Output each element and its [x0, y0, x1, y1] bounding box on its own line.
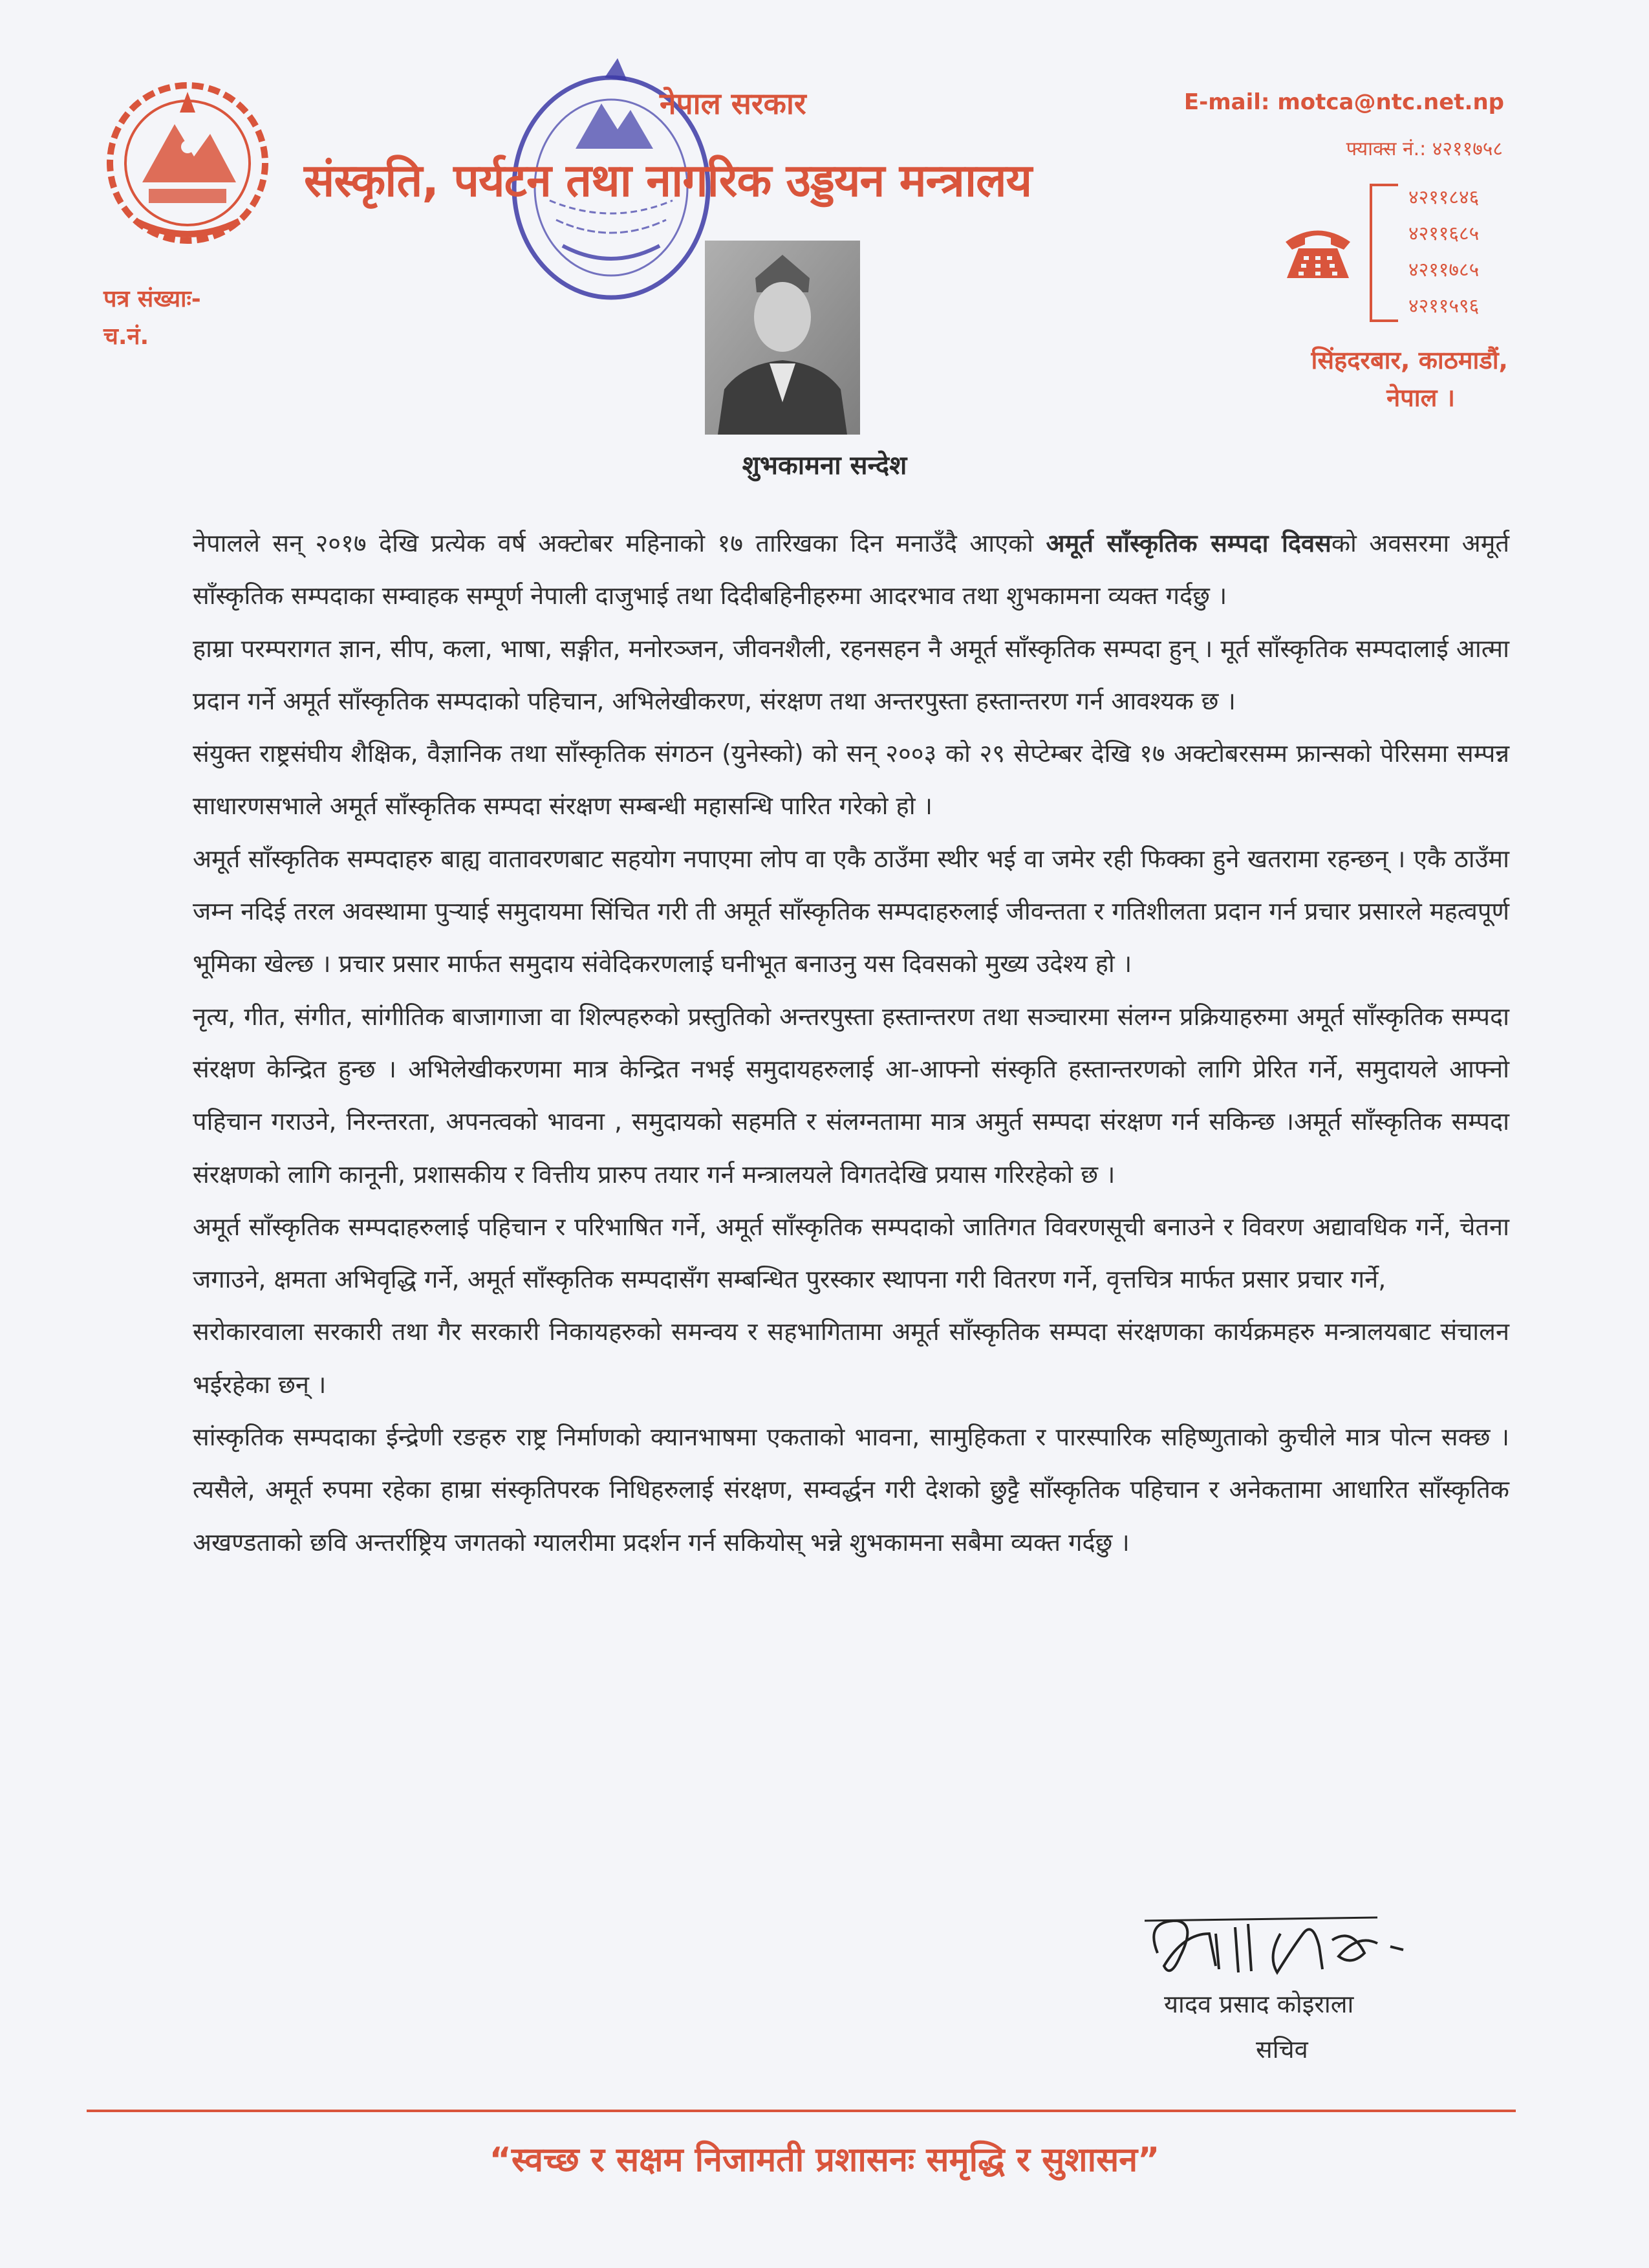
paragraph: संयुक्त राष्ट्रसंघीय शैक्षिक, वैज्ञानिक तथा साँस्कृतिक संगठन (युनेस्को) को सन् २००३ को २९ सेप्टेम्बर देखि १७ अक्टोबरसम्म फ्रान्सको पेरिसमा सम्पन्न साधारणसभाले अमूर्त साँस्कृतिक सम्पदा संरक्षण सम्बन्धी महासन्धि पारित गरेको हो । [193, 739, 1509, 821]
ministry-name: संस्कृति, पर्यटन तथा नागरिक उड्डयन मन्त्रालय [304, 154, 1032, 207]
handwritten-signature [1119, 1895, 1455, 1992]
government-label: नेपाल सरकार [660, 86, 806, 121]
portrait-photo [705, 241, 860, 435]
message-body [193, 517, 1509, 1569]
paragraph: नृत्य, गीत, संगीत, सांगीतिक बाजागाजा वा शिल्पहरुको प्रस्तुतिको अन्तरपुस्ता हस्तान्तरण तथा सञ्चारमा संलग्न प्रक्रियाहरुमा अमूर्त साँस्कृतिक सम्पदा संरक्षण केन्द्रित हुन्छ । अभिलेखीकरणमा मात्र केन्द्रित नभई समुदायहरुलाई आ-आफ्नो संस्कृति हस्तान्तरणको लागि प्रेरित गर्ने, समुदायले आफ्नो पहिचान गराउने, निरन्तरता, अपनत्वको भावना , समुदायको सहमति र संलग्नतामा मात्र अमुर्त सम्पदा संरक्षण गर्न सकिन्छ ।अमूर्त साँस्कृतिक सम्पदा संरक्षणको लागि कानूनी, प्रशासकीय र वित्तीय प्रारुप तयार गर्न मन्त्रालयले विगतदेखि प्रयास गरिरहेको छ । [193, 1002, 1509, 1189]
paragraph: अमूर्त साँस्कृतिक सम्पदाहरुलाई पहिचान र परिभाषित गर्ने, अमूर्त साँस्कृतिक सम्पदाको जातिगत विवरणसूची बनाउने र विवरण अद्यावधिक गर्ने, चेतना जगाउने, क्षमता अभिवृद्धि गर्ने, अमूर्त साँस्कृतिक सम्पदासँग सम्बन्धित पुरस्कार स्थापना गरी वितरण गर्ने, वृत्तचित्र मार्फत प्रसार प्रचार गर्ने, [193, 1212, 1509, 1294]
nepal-emblem-icon [97, 72, 278, 254]
phone-number: ४२११७८५ [1408, 259, 1480, 281]
phone-bracket [1370, 184, 1398, 322]
footer-slogan: “स्वच्छ र सक्षम निजामती प्रशासनः समृद्धि र सुशासन” [489, 2141, 1160, 2179]
email-address: E-mail: motca@ntc.net.np [1183, 89, 1504, 115]
paragraph [193, 517, 1509, 623]
phone-number: ४२११६८५ [1408, 222, 1480, 245]
address-line-2: नेपाल । [1386, 383, 1455, 412]
telephone-icon [1279, 222, 1357, 281]
footer-divider [87, 2110, 1516, 2112]
reference-number-label: पत्र संख्याः- [103, 286, 201, 312]
phone-list [1408, 180, 1479, 325]
address-line-1: सिंहदरबार, काठमाडौं, [1311, 346, 1508, 374]
paragraph: हाम्रा परम्परागत ज्ञान, सीप, कला, भाषा, सङ्गीत, मनोरञ्जन, जीवनशैली, रहनसहन नै अमूर्त साँस्कृतिक सम्पदा हुन् । मूर्त साँस्कृतिक सम्पदालाई आत्मा प्रदान गर्ने अमूर्त साँस्कृतिक सम्पदाको पहिचान, अभिलेखीकरण, संरक्षण तथा अन्तरपुस्ता हस्तान्तरण गर्न आवश्यक छ । [193, 634, 1509, 715]
message-title: शुभकामना सन्देश [742, 451, 907, 481]
day-name-bold: अमूर्त साँस्कृतिक सम्पदा दिवस [1046, 529, 1331, 557]
paragraph-text: को अवसरमा अमूर्त साँस्कृतिक सम्पदाका सम्वाहक सम्पूर्ण नेपाली दाजुभाई तथा दिदीबहिनीहरुमा आदरभाव तथा शुभकामना व्यक्त गर्दछु । [193, 529, 1509, 610]
signer-title: सचिव [1256, 2035, 1308, 2064]
signer-name: यादव प्रसाद कोइराला [1164, 1990, 1354, 2018]
phone-number: ४२११८४६ [1408, 186, 1480, 209]
dispatch-number-label: च.नं. [103, 323, 149, 350]
paragraph: सांस्कृतिक सम्पदाका ईन्द्रेणी रङहरु राष्ट्र निर्माणको क्यानभाषमा एकताको भावना, सामुहिकता र पारस्पारिक सहिष्णुताको कुचीले मात्र पोत्न सक्छ ।त्यसैले, अमूर्त रुपमा रहेका हाम्रा संस्कृतिपरक निधिहरुलाई संरक्षण, सम्वर्द्धन गरी देशको छुट्टै साँस्कृतिक पहिचान र अनेकतामा आधारित साँस्कृतिक अखण्डताको छवि अन्तर्राष्ट्रिय जगतको ग्यालरीमा प्रदर्शन गर्न सकियोस् भन्ने शुभकामना सबैमा व्यक्त गर्दछु । [193, 1423, 1509, 1557]
phone-number: ४२११५९६ [1408, 295, 1480, 318]
fax-number: फ्याक्स नं.: ४२११७५८ [1346, 138, 1503, 160]
paragraph: अमूर्त साँस्कृतिक सम्पदाहरु बाह्य वातावरणबाट सहयोग नपाएमा लोप वा एकै ठाउँमा स्थीर भई वा जमेर रही फिक्का हुने खतरामा रहन्छन् । एकै ठाउँमा जम्न नदिई तरल अवस्थामा पुऱ्याई समुदायमा सिंचित गरी ती अमूर्त साँस्कृतिक सम्पदाहरुलाई जीवन्तता र गतिशीलता प्रदान गर्न प्रचार प्रसारले महत्वपूर्ण भूमिका खेल्छ । प्रचार प्रसार मार्फत समुदाय संवेदिकरणलाई घनीभूत बनाउनु यस दिवसको मुख्य उदेश्य हो । [193, 844, 1509, 978]
paragraph: सरोकारवाला सरकारी तथा गैर सरकारी निकायहरुको समन्वय र सहभागितामा अमूर्त साँस्कृतिक सम्पदा संरक्षणका कार्यक्रमहरु मन्त्रालयबाट संचालन भईरहेका छन् । [193, 1317, 1509, 1399]
paragraph-text: नेपालले सन् २०१७ देखि प्रत्येक वर्ष अक्टोबर महिनाको १७ तारिखका दिन मनाउँदै आएको [193, 529, 1046, 557]
